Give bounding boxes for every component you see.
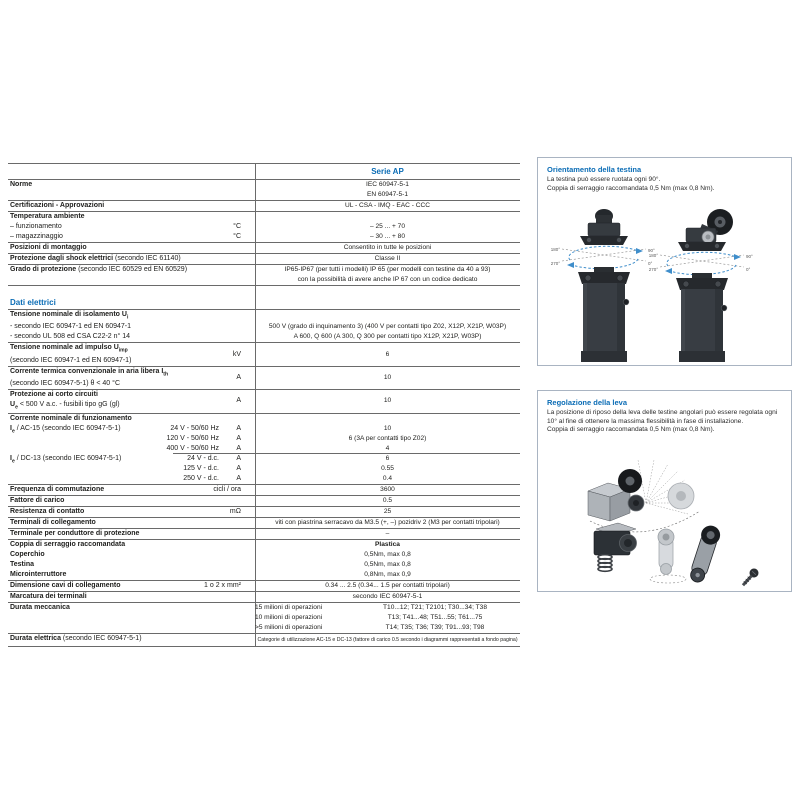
spec-value-cell: 25 <box>383 507 392 515</box>
panel-text-line: La posizione di riposo della leva delle testine angolari può essere regolata ogni 10° al fine di ottenere la massima flessibilità in fase di installazione. <box>547 409 778 425</box>
spec-value-cell: Classe II <box>374 255 401 262</box>
spec-value-cell <box>255 296 520 309</box>
panel-text-line: Coppia di serraggio raccomandata 0,5 Nm (max 0,8 Nm). <box>547 184 715 192</box>
spec-label-cell: Posizioni di montaggio <box>10 244 87 251</box>
spec-row-shock-elettrici <box>8 254 520 265</box>
spec-row-coperchio <box>8 550 520 560</box>
spec-row-corrente-termica <box>8 367 520 390</box>
spec-value-cell: – 30 ... + 80 <box>369 233 405 240</box>
rotation-diagram <box>649 252 753 274</box>
spec-row-funzionamento <box>8 222 520 232</box>
screw-icon <box>740 567 761 587</box>
spec-row-dimensione-cavi <box>8 581 520 592</box>
spec-value-cell: 10 <box>383 397 392 405</box>
spec-row-terminali-collegamento <box>8 518 520 529</box>
spec-row-durata-meccanica <box>8 603 520 634</box>
spec-label-cell: Dimensione cavi di collegamento 1 o 2 x mm² <box>10 581 241 589</box>
spec-value-cell: secondo IEC 60947-5-1 <box>352 592 423 600</box>
spec-value-cell: 500 V (grado di inquinamento 3) (400 V per contatti tipo Z02, X12P, X21P, W03P) A 600, Q 600 (A 300, Q 300 per contatti tipo X12P, X21P, W03P) <box>268 323 507 341</box>
panel-text-line: Coppia di serraggio raccomandata 0,5 Nm (max 0,8 Nm). <box>547 426 715 433</box>
spec-value-cell: UL - CSA - IMQ - EAC - CCC <box>344 202 431 209</box>
spec-label-cell: Corrente termica convenzionale in aria libera $I_{th}$ (secondo IEC 60947-5-1) θ < 40 °C A <box>10 367 241 388</box>
spec-label-cell: Protezione ai corto circuiti $U_e < 500$ V a.c. - fusibili tipo gG (gl) A <box>10 391 241 411</box>
spec-value-cell: Serie AP <box>371 167 404 176</box>
switch-roller-illustration <box>649 209 753 362</box>
spec-label-cell: Microinterruttore <box>10 570 67 578</box>
panel-orientamento-testina <box>537 157 792 366</box>
spec-value-cell: 3600 <box>380 485 395 493</box>
spec-value-cell: 0,5Nm, max 0,8 <box>364 550 411 558</box>
angle-label-0: 0° <box>746 267 751 272</box>
spec-unit-cell: °C <box>233 223 241 230</box>
spec-value-cell: 10 6 (3A per contatti tipo Z02) 4 <box>348 424 427 452</box>
spec-value-cell: viti con piastrina serracavo da M3.5 (+, –) pozidriv 2 (M3 per contatti tripolari) <box>275 518 500 526</box>
spec-value-cell <box>255 212 520 222</box>
spec-label-cell: Tensione nominale ad impulso $U_{imp}$ (secondo IEC 60947-1 ed EN 60947-1) kV <box>10 344 241 364</box>
spec-row-tensione-isolamento <box>8 310 520 343</box>
spec-row-corrente-funzionamento <box>8 414 520 424</box>
spec-row-ac15 <box>8 424 520 454</box>
spec-label-cell: Durata elettrica (secondo IEC 60947-5-1) <box>10 634 142 642</box>
angle-label-180: 180° <box>550 247 560 252</box>
spec-label-cell: $I_e / DC-13$ (secondo IEC 60947-5-1) 24 V - d.c. A 125 V - d.c. A 250 V - d.c. A <box>10 454 241 482</box>
spec-table <box>8 163 520 647</box>
roller-lever <box>686 523 722 585</box>
spec-row-marcatura-terminali <box>8 592 520 603</box>
spec-label-cell: Protezione dagli shock elettrici (secondo IEC 61140) <box>10 255 181 262</box>
spec-row-posizioni-montaggio <box>8 243 520 254</box>
panel-regolazione-leva <box>537 390 792 592</box>
spec-label-cell: Terminale per conduttore di protezione <box>10 529 140 537</box>
angle-label-180: 180° <box>648 253 658 258</box>
lever-rotation-diagram <box>588 460 700 532</box>
spec-label-cell: Testina <box>10 560 34 568</box>
spec-label-cell: Coperchio <box>10 550 45 558</box>
spec-unit-cell: A <box>236 397 241 405</box>
spec-label-cell: Resistenza di contatto mΩ <box>10 507 241 515</box>
spec-unit-cell: cicli / ora <box>213 485 241 493</box>
spec-row-section-gap <box>8 286 520 296</box>
spec-value-cell: 0.34 ... 2.5 (0.34... 1.5 per contatti tripolari) <box>325 581 450 589</box>
switch-plunger-illustration <box>551 209 655 362</box>
spec-value-cell: IEC 60947-5-1 EN 60947-5-1 <box>366 181 409 198</box>
spec-row-fattore-carico <box>8 496 520 507</box>
spec-row-terminale-protezione <box>8 529 520 540</box>
spec-value-cell: IP65-IP67 (per tutti i modelli) IP 65 (per modelli con testine da 40 a 93) con la possibilità di avere anche IP 67 con un codice dedicato <box>284 266 491 283</box>
spec-unit-cell: mΩ <box>229 507 241 515</box>
spec-value-cell: 15 milioni di operazioni T10...12; T21; T2101; T30...34; T38 10 milioni di operazioni T13; T41...48; T51...55; T61...75 >5 milioni di operazioni T14; T35; T36; T39; T91...93; T98 <box>255 603 487 631</box>
panel-text-line: La testina può essere ruotata ogni 90°. <box>547 176 661 183</box>
spec-label-cell: Tensione nominale di isolamento $U_i$ - secondo IEC 60947-1 ed EN 60947-1 - secondo UL 508 ed CSA C22-2 n° 14 <box>10 311 132 341</box>
spec-row-dati-elettrici <box>8 296 520 310</box>
spec-label-cell: – funzionamento °C <box>10 223 241 230</box>
spec-unit-cell: 24 V - d.c. A 125 V - d.c. A 250 V - d.c. A <box>183 454 241 482</box>
head-rotation-illustration <box>546 206 783 364</box>
spec-value-cell: 6 0.55 0.4 <box>381 454 394 482</box>
spec-label-cell: $I_e / AC-15$ (secondo IEC 60947-5-1) 24 V - 50/60 Hz A 120 V - 50/60 Hz A 400 V - 50/60 Hz A <box>10 424 241 452</box>
rotation-diagram <box>551 246 655 268</box>
spec-value-cell: – 25 ... + 70 <box>369 223 405 230</box>
spec-value-cell: 0,8Nm, max 0,9 <box>364 570 411 578</box>
spec-value-cell: – <box>385 529 390 537</box>
angle-label-270: 270° <box>648 267 658 272</box>
spec-label-cell: Norme <box>10 181 33 188</box>
spec-value-cell: 0,5Nm, max 0,8 <box>364 560 411 568</box>
spec-row-norme <box>8 180 520 201</box>
spec-value-cell: 10 <box>383 373 392 381</box>
panel-title: Orientamento della testina <box>547 165 642 174</box>
spec-unit-cell: A <box>236 373 241 381</box>
spec-value-cell: Categorie di utilizzazione AC-15 e DC-13 (fattore di carico 0.5 secondo i diagrammi rappresentati a fondo pagina) <box>257 636 518 643</box>
angle-label-0: 0° <box>648 261 653 266</box>
spec-row-temperatura-ambiente <box>8 212 520 222</box>
spec-label-cell <box>8 164 255 179</box>
spec-value-cell <box>255 414 520 424</box>
ghost-lever <box>650 529 686 583</box>
spec-row-resistenza-contatto <box>8 507 520 518</box>
spec-value-cell: 0.5 <box>382 496 393 504</box>
angle-label-270: 270° <box>550 261 560 266</box>
spec-unit-cell: 1 o 2 x mm² <box>204 581 241 589</box>
spec-row-frequenza-commutazione <box>8 485 520 496</box>
spec-label-cell: Temperatura ambiente <box>10 213 85 220</box>
spec-row-grado-protezione <box>8 265 520 286</box>
spec-label-cell: Marcatura dei terminali <box>10 592 87 600</box>
spec-label-cell: Terminali di collegamento <box>10 518 96 526</box>
spec-row-coppia-serraggio <box>8 540 520 550</box>
lever-exploded-diagram <box>594 523 760 587</box>
spec-unit-cell: 24 V - 50/60 Hz A 120 V - 50/60 Hz A 400 V - 50/60 Hz A <box>166 424 241 452</box>
spec-row-dc13 <box>8 454 520 485</box>
spec-label-cell: Dati elettrici <box>10 298 56 307</box>
spec-label-cell: Certificazioni - Approvazioni <box>10 202 105 209</box>
spec-row-protezione-corto-circuiti <box>8 390 520 413</box>
lever-adjustment-illustration <box>546 459 783 587</box>
spec-value-cell: Plastica <box>375 540 400 548</box>
angle-label-90: 90° <box>746 254 753 259</box>
spec-label-cell: Frequenza di commutazione cicli / ora <box>10 485 241 493</box>
spec-unit-cell: °C <box>233 233 241 240</box>
spec-row-tensione-impulso <box>8 343 520 366</box>
spec-value-cell: 6 <box>385 350 390 358</box>
spec-label-cell: Fattore di carico <box>10 496 65 504</box>
spec-row-magazzinaggio <box>8 232 520 243</box>
spec-label-cell: Coppia di serraggio raccomandata <box>10 540 126 548</box>
panel-title: Regolazione della leva <box>547 398 628 407</box>
spec-row-serie-header <box>8 164 520 180</box>
spec-label-cell: Durata meccanica <box>10 603 70 611</box>
spec-label-cell: – magazzinaggio °C <box>10 233 241 240</box>
spec-row-certificazioni <box>8 201 520 212</box>
spec-unit-cell: kV <box>232 350 241 358</box>
spec-row-microinterruttore <box>8 570 520 581</box>
spec-label-cell: Corrente nominale di funzionamento <box>10 414 132 422</box>
spec-row-durata-elettrica <box>8 634 520 647</box>
spec-row-testina <box>8 560 520 570</box>
spec-label-cell: Grado di protezione (secondo IEC 60529 ed EN 60529) <box>10 266 188 273</box>
spec-value-cell: Consentito in tutte le posizioni <box>343 244 432 251</box>
angle-label-90: 90° <box>648 248 655 253</box>
